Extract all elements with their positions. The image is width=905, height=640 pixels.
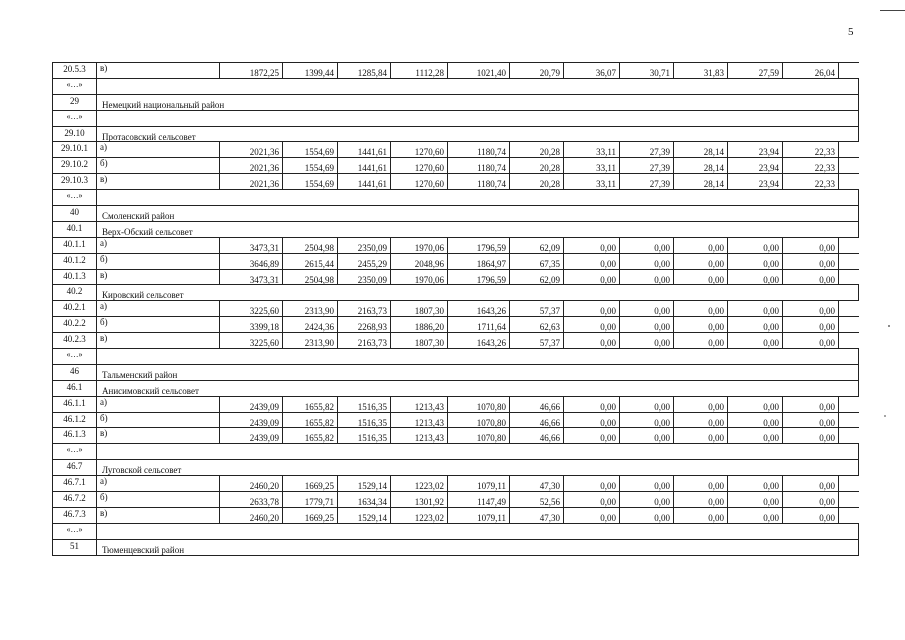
row-number: 40.2.1 xyxy=(53,301,97,316)
section-title: Кировский сельсовет xyxy=(97,285,859,300)
value-cell: 3399,18 xyxy=(220,317,283,332)
value-cell: 0,00 xyxy=(564,413,620,428)
row-number: 40.1.2 xyxy=(53,254,97,269)
value-cell: 0,00 xyxy=(728,333,783,348)
value-cell: 0,00 xyxy=(564,238,620,253)
section-title: Смоленский район xyxy=(97,206,859,221)
value-cell: 1147,49 xyxy=(448,492,510,507)
value-cell: 0,00 xyxy=(620,317,674,332)
value-cell: 0,00 xyxy=(674,492,728,507)
value-cell: 2504,98 xyxy=(283,270,338,285)
table-row xyxy=(53,301,859,317)
value-cell: 0,00 xyxy=(620,238,674,253)
value-cell: 2633,78 xyxy=(220,492,283,507)
value-cell: 62,63 xyxy=(510,317,564,332)
value-cell: 22,33 xyxy=(783,142,839,157)
value-cell: 0,00 xyxy=(564,254,620,269)
row-number: 40.2.3 xyxy=(53,333,97,348)
value-cell: 0,00 xyxy=(564,333,620,348)
value-cell: 0,00 xyxy=(564,270,620,285)
row-subitem: в) xyxy=(97,174,220,189)
value-cell: 1180,74 xyxy=(448,158,510,173)
value-cell: 3646,89 xyxy=(220,254,283,269)
ellipsis-row xyxy=(53,349,859,365)
value-cell: 52,56 xyxy=(510,492,564,507)
value-cell: 26,04 xyxy=(783,63,839,78)
table-row xyxy=(53,63,859,79)
value-cell: 0,00 xyxy=(674,476,728,491)
value-cell: 30,71 xyxy=(620,63,674,78)
value-cell: 1270,60 xyxy=(391,142,448,157)
value-cell: 0,00 xyxy=(674,270,728,285)
value-cell: 1807,30 xyxy=(391,301,448,316)
value-cell: 2460,20 xyxy=(220,508,283,523)
value-cell: 33,11 xyxy=(564,142,620,157)
row-number: 46.7.1 xyxy=(53,476,97,491)
value-cell: 20,28 xyxy=(510,174,564,189)
value-cell: 0,00 xyxy=(620,428,674,443)
value-cell: 1441,61 xyxy=(338,142,391,157)
value-cell: 27,39 xyxy=(620,142,674,157)
section-number: 40 xyxy=(53,206,97,221)
value-cell: 1529,14 xyxy=(338,508,391,523)
section-title: Анисимовский сельсовет xyxy=(97,381,859,396)
ellipsis-row xyxy=(53,79,859,95)
value-cell: 2021,36 xyxy=(220,142,283,157)
value-cell: 1070,80 xyxy=(448,397,510,412)
value-cell: 0,00 xyxy=(620,301,674,316)
row-number: 29.10.1 xyxy=(53,142,97,157)
value-cell: 1643,26 xyxy=(448,301,510,316)
value-cell: 2313,90 xyxy=(283,301,338,316)
row-number: 29.10.3 xyxy=(53,174,97,189)
value-cell: 1213,43 xyxy=(391,428,448,443)
row-number: 40.2.2 xyxy=(53,317,97,332)
row-subitem: а) xyxy=(97,301,220,316)
table-row xyxy=(53,428,859,444)
section-heading-row xyxy=(53,381,859,397)
empty-cell xyxy=(97,79,859,94)
table-row xyxy=(53,254,859,270)
value-cell: 0,00 xyxy=(728,397,783,412)
value-cell: 0,00 xyxy=(674,428,728,443)
value-cell: 1669,25 xyxy=(283,508,338,523)
value-cell: 0,00 xyxy=(783,476,839,491)
table-row xyxy=(53,508,859,524)
value-cell: 0,00 xyxy=(564,317,620,332)
value-cell: 23,94 xyxy=(728,158,783,173)
value-cell: 1872,25 xyxy=(220,63,283,78)
empty-cell xyxy=(97,111,859,126)
row-subitem: в) xyxy=(97,63,220,78)
value-cell: 0,00 xyxy=(783,333,839,348)
value-cell: 2163,73 xyxy=(338,301,391,316)
section-heading-row xyxy=(53,285,859,301)
value-cell: 47,30 xyxy=(510,508,564,523)
section-number: 40.2 xyxy=(53,285,97,300)
value-cell: 1655,82 xyxy=(283,413,338,428)
value-cell: 3225,60 xyxy=(220,333,283,348)
value-cell: 2048,96 xyxy=(391,254,448,269)
table-row xyxy=(53,413,859,429)
row-subitem: в) xyxy=(97,428,220,443)
value-cell: 0,00 xyxy=(674,508,728,523)
value-cell: 28,14 xyxy=(674,174,728,189)
row-subitem: в) xyxy=(97,333,220,348)
value-cell: 0,00 xyxy=(728,508,783,523)
scan-speck xyxy=(884,415,886,417)
value-cell: 2439,09 xyxy=(220,397,283,412)
section-title: Немецкий национальный район xyxy=(97,95,859,110)
row-subitem: а) xyxy=(97,476,220,491)
value-cell: 0,00 xyxy=(620,492,674,507)
value-cell: 1554,69 xyxy=(283,174,338,189)
section-number: 46.1 xyxy=(53,381,97,396)
value-cell: 2504,98 xyxy=(283,238,338,253)
value-cell: 0,00 xyxy=(728,476,783,491)
value-cell: 1223,02 xyxy=(391,476,448,491)
value-cell: 46,66 xyxy=(510,428,564,443)
value-cell: 1669,25 xyxy=(283,476,338,491)
table-row xyxy=(53,158,859,174)
value-cell: 0,00 xyxy=(783,254,839,269)
value-cell: 0,00 xyxy=(564,476,620,491)
value-cell: 62,09 xyxy=(510,238,564,253)
page-number: 5 xyxy=(848,26,854,38)
value-cell: 0,00 xyxy=(620,508,674,523)
value-cell: 0,00 xyxy=(783,428,839,443)
value-cell: 1970,06 xyxy=(391,270,448,285)
value-cell: 2439,09 xyxy=(220,428,283,443)
value-cell: 1643,26 xyxy=(448,333,510,348)
value-cell: 20,79 xyxy=(510,63,564,78)
value-cell: 0,00 xyxy=(620,270,674,285)
table-row xyxy=(53,238,859,254)
value-cell: 0,00 xyxy=(783,317,839,332)
value-cell: 0,00 xyxy=(728,301,783,316)
value-cell: 0,00 xyxy=(728,428,783,443)
value-cell: 0,00 xyxy=(674,317,728,332)
value-cell: 0,00 xyxy=(620,254,674,269)
tariff-table xyxy=(52,62,859,556)
ellipsis-row xyxy=(53,190,859,206)
value-cell: 1270,60 xyxy=(391,174,448,189)
value-cell: 0,00 xyxy=(564,397,620,412)
section-title: Верх-Обский сельсовет xyxy=(97,222,859,237)
table-row xyxy=(53,317,859,333)
section-title: Тальменский район xyxy=(97,365,859,380)
value-cell: 1079,11 xyxy=(448,508,510,523)
value-cell: 3473,31 xyxy=(220,270,283,285)
value-cell: 1180,74 xyxy=(448,142,510,157)
section-heading-row xyxy=(53,222,859,238)
ellipsis-row xyxy=(53,111,859,127)
section-number: 29 xyxy=(53,95,97,110)
row-number: 46.7.3 xyxy=(53,508,97,523)
value-cell: 1864,97 xyxy=(448,254,510,269)
value-cell: 2350,09 xyxy=(338,238,391,253)
empty-cell xyxy=(97,524,859,539)
value-cell: 0,00 xyxy=(728,254,783,269)
value-cell: 1223,02 xyxy=(391,508,448,523)
empty-cell xyxy=(97,444,859,459)
section-heading-row xyxy=(53,540,859,556)
row-number: 46.1.2 xyxy=(53,413,97,428)
value-cell: 1516,35 xyxy=(338,397,391,412)
row-number: 46.1.1 xyxy=(53,397,97,412)
value-cell: 1079,11 xyxy=(448,476,510,491)
section-number: 40.1 xyxy=(53,222,97,237)
value-cell: 1112,28 xyxy=(391,63,448,78)
value-cell: 27,39 xyxy=(620,158,674,173)
value-cell: 33,11 xyxy=(564,158,620,173)
section-number: 29.10 xyxy=(53,127,97,142)
value-cell: 0,00 xyxy=(783,413,839,428)
value-cell: 1796,59 xyxy=(448,270,510,285)
value-cell: 0,00 xyxy=(728,238,783,253)
value-cell: 1779,71 xyxy=(283,492,338,507)
value-cell: 0,00 xyxy=(674,301,728,316)
value-cell: 0,00 xyxy=(620,333,674,348)
value-cell: 0,00 xyxy=(783,238,839,253)
value-cell: 1655,82 xyxy=(283,428,338,443)
value-cell: 1070,80 xyxy=(448,413,510,428)
row-number: 20.5.3 xyxy=(53,63,97,78)
row-subitem: в) xyxy=(97,270,220,285)
row-subitem: б) xyxy=(97,254,220,269)
value-cell: 1796,59 xyxy=(448,238,510,253)
value-cell: 28,14 xyxy=(674,158,728,173)
value-cell: 62,09 xyxy=(510,270,564,285)
value-cell: 3473,31 xyxy=(220,238,283,253)
value-cell: 31,83 xyxy=(674,63,728,78)
value-cell: 20,28 xyxy=(510,158,564,173)
row-number: 40.1.3 xyxy=(53,270,97,285)
value-cell: 2615,44 xyxy=(283,254,338,269)
ellipsis-marker: «…» xyxy=(53,524,97,539)
value-cell: 22,33 xyxy=(783,174,839,189)
value-cell: 0,00 xyxy=(728,270,783,285)
value-cell: 1655,82 xyxy=(283,397,338,412)
value-cell: 1516,35 xyxy=(338,413,391,428)
value-cell: 1021,40 xyxy=(448,63,510,78)
value-cell: 0,00 xyxy=(783,492,839,507)
empty-cell xyxy=(97,190,859,205)
ellipsis-row xyxy=(53,524,859,540)
section-number: 46.7 xyxy=(53,460,97,475)
value-cell: 1441,61 xyxy=(338,158,391,173)
value-cell: 33,11 xyxy=(564,174,620,189)
value-cell: 1270,60 xyxy=(391,158,448,173)
table-row xyxy=(53,397,859,413)
value-cell: 1529,14 xyxy=(338,476,391,491)
row-number: 46.7.2 xyxy=(53,492,97,507)
value-cell: 0,00 xyxy=(564,492,620,507)
value-cell: 0,00 xyxy=(783,270,839,285)
scan-speck xyxy=(888,325,890,327)
value-cell: 0,00 xyxy=(674,254,728,269)
row-subitem: б) xyxy=(97,317,220,332)
row-subitem: а) xyxy=(97,238,220,253)
row-subitem: б) xyxy=(97,413,220,428)
row-subitem: б) xyxy=(97,492,220,507)
value-cell: 1399,44 xyxy=(283,63,338,78)
ellipsis-marker: «…» xyxy=(53,79,97,94)
section-heading-row xyxy=(53,127,859,143)
section-title: Протасовский сельсовет xyxy=(97,127,859,142)
value-cell: 0,00 xyxy=(783,397,839,412)
table-row xyxy=(53,174,859,190)
value-cell: 1180,74 xyxy=(448,174,510,189)
section-heading-row xyxy=(53,460,859,476)
value-cell: 2021,36 xyxy=(220,174,283,189)
value-cell: 3225,60 xyxy=(220,301,283,316)
row-number: 40.1.1 xyxy=(53,238,97,253)
value-cell: 2268,93 xyxy=(338,317,391,332)
value-cell: 2424,36 xyxy=(283,317,338,332)
row-number: 46.1.3 xyxy=(53,428,97,443)
table-row xyxy=(53,492,859,508)
value-cell: 67,35 xyxy=(510,254,564,269)
value-cell: 36,07 xyxy=(564,63,620,78)
value-cell: 1886,20 xyxy=(391,317,448,332)
value-cell: 1516,35 xyxy=(338,428,391,443)
value-cell: 0,00 xyxy=(620,476,674,491)
value-cell: 47,30 xyxy=(510,476,564,491)
empty-cell xyxy=(97,349,859,364)
value-cell: 1554,69 xyxy=(283,142,338,157)
row-subitem: а) xyxy=(97,397,220,412)
value-cell: 2460,20 xyxy=(220,476,283,491)
section-heading-row xyxy=(53,95,859,111)
value-cell: 2313,90 xyxy=(283,333,338,348)
ellipsis-marker: «…» xyxy=(53,190,97,205)
value-cell: 0,00 xyxy=(620,397,674,412)
value-cell: 1634,34 xyxy=(338,492,391,507)
value-cell: 27,39 xyxy=(620,174,674,189)
value-cell: 22,33 xyxy=(783,158,839,173)
table-row xyxy=(53,333,859,349)
value-cell: 57,37 xyxy=(510,333,564,348)
value-cell: 46,66 xyxy=(510,413,564,428)
value-cell: 2021,36 xyxy=(220,158,283,173)
value-cell: 1285,84 xyxy=(338,63,391,78)
section-heading-row xyxy=(53,206,859,222)
value-cell: 1301,92 xyxy=(391,492,448,507)
value-cell: 0,00 xyxy=(674,397,728,412)
value-cell: 0,00 xyxy=(728,317,783,332)
section-title: Луговской сельсовет xyxy=(97,460,859,475)
row-subitem: в) xyxy=(97,508,220,523)
table-row xyxy=(53,142,859,158)
value-cell: 23,94 xyxy=(728,174,783,189)
value-cell: 0,00 xyxy=(783,301,839,316)
ellipsis-marker: «…» xyxy=(53,349,97,364)
row-subitem: б) xyxy=(97,158,220,173)
value-cell: 1213,43 xyxy=(391,397,448,412)
value-cell: 0,00 xyxy=(564,508,620,523)
value-cell: 1711,64 xyxy=(448,317,510,332)
ellipsis-row xyxy=(53,444,859,460)
value-cell: 46,66 xyxy=(510,397,564,412)
value-cell: 2350,09 xyxy=(338,270,391,285)
value-cell: 0,00 xyxy=(783,508,839,523)
value-cell: 1213,43 xyxy=(391,413,448,428)
section-number: 51 xyxy=(53,540,97,555)
section-heading-row xyxy=(53,365,859,381)
value-cell: 20,28 xyxy=(510,142,564,157)
section-title: Тюменцевский район xyxy=(97,540,859,555)
value-cell: 23,94 xyxy=(728,142,783,157)
ellipsis-marker: «…» xyxy=(53,444,97,459)
row-subitem: а) xyxy=(97,142,220,157)
value-cell: 2163,73 xyxy=(338,333,391,348)
value-cell: 1970,06 xyxy=(391,238,448,253)
value-cell: 1554,69 xyxy=(283,158,338,173)
value-cell: 57,37 xyxy=(510,301,564,316)
value-cell: 0,00 xyxy=(620,413,674,428)
value-cell: 0,00 xyxy=(728,492,783,507)
table-row xyxy=(53,476,859,492)
value-cell: 0,00 xyxy=(674,238,728,253)
value-cell: 28,14 xyxy=(674,142,728,157)
value-cell: 0,00 xyxy=(564,428,620,443)
value-cell: 0,00 xyxy=(728,413,783,428)
value-cell: 1070,80 xyxy=(448,428,510,443)
table-row xyxy=(53,270,859,286)
value-cell: 0,00 xyxy=(674,413,728,428)
ellipsis-marker: «…» xyxy=(53,111,97,126)
value-cell: 1807,30 xyxy=(391,333,448,348)
value-cell: 1441,61 xyxy=(338,174,391,189)
value-cell: 2439,09 xyxy=(220,413,283,428)
section-number: 46 xyxy=(53,365,97,380)
corner-mark xyxy=(880,10,905,11)
row-number: 29.10.2 xyxy=(53,158,97,173)
value-cell: 27,59 xyxy=(728,63,783,78)
value-cell: 0,00 xyxy=(564,301,620,316)
value-cell: 0,00 xyxy=(674,333,728,348)
value-cell: 2455,29 xyxy=(338,254,391,269)
